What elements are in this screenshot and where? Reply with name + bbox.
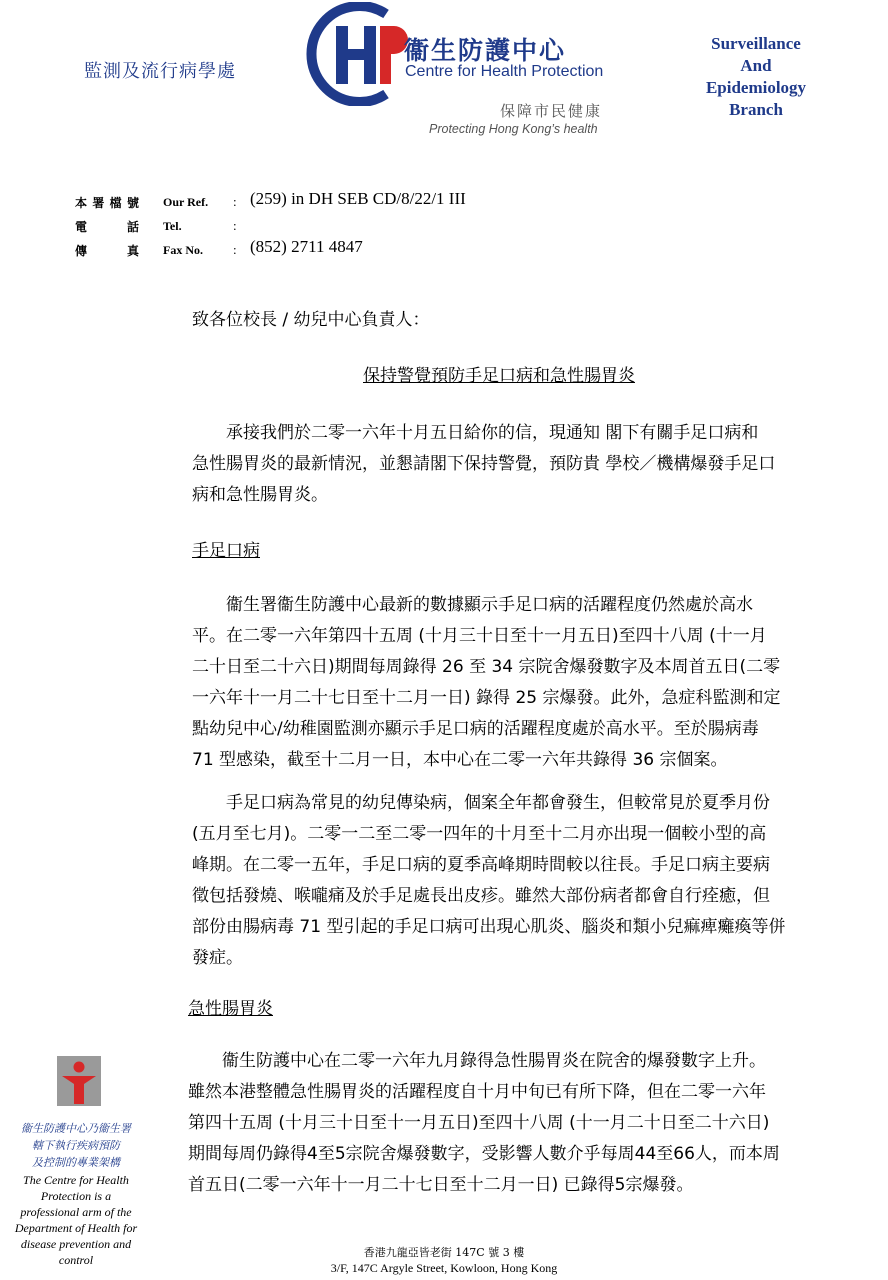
paragraph-line: 點幼兒中心/幼稚園監測亦顯示手足口病的活躍程度處於高水平。至於腸病毒	[192, 719, 759, 739]
tagline-en: Protecting Hong Kong’s health	[429, 122, 598, 136]
ref-value: (259) in DH SEB CD/8/22/1 III	[250, 189, 466, 208]
tel-label-zh: 電 話	[75, 220, 139, 234]
department-emblem	[54, 1054, 104, 1108]
sidebar-note-line: 轄下執行疾病預防	[32, 1139, 120, 1152]
paragraph-line: 病和急性腸胃炎。	[192, 485, 328, 505]
branch-name-en-line: Branch	[729, 100, 783, 119]
sidebar-note-line: 及控制的專業架構	[32, 1156, 120, 1169]
gastroenteritis-paragraph	[188, 1046, 852, 1201]
paragraph-line: 71 型感染，截至十二月一日，本中心在二零一六年共錄得 36 宗個案。	[192, 750, 728, 770]
sidebar-note-line: disease prevention and	[20, 1237, 132, 1251]
chp-logo	[306, 2, 416, 106]
sidebar-note-line: Department of Health for	[14, 1221, 138, 1235]
footer-address-en: 3/F, 147C Argyle Street, Kowloon, Hong Kong	[330, 1261, 558, 1275]
paragraph-line: 雖然本港整體急性腸胃炎的活躍程度自十月中旬已有所下降，但在二零一六年	[188, 1082, 766, 1102]
paragraph-line: 峰期。在二零一五年，手足口病的夏季高峰期時間較以往長。手足口病主要病	[192, 855, 770, 875]
ref-label-zh: 本 署 檔 號	[75, 196, 139, 210]
logo-name-en: Centre for Health Protection	[405, 63, 604, 80]
paragraph-line: 部份由腸病毒 71 型引起的手足口病可出現心肌炎、腦炎和類小兒痲痺癱瘓等併	[192, 917, 786, 937]
fax-colon: :	[233, 242, 237, 257]
fax-label-zh: 傳 真	[75, 244, 139, 258]
intro-paragraph	[192, 418, 852, 511]
sidebar-note-zh	[8, 1120, 144, 1171]
logo-name-zh: 衞生防護中心	[404, 36, 567, 65]
section-heading-gastroenteritis: 急性腸胃炎	[188, 999, 273, 1019]
paragraph-line: 期間每周仍錄得4至5宗院舍爆發數字，受影響人數介乎每周44至66人，而本周	[188, 1144, 780, 1164]
paragraph-line: 承接我們於二零一六年十月五日給你的信，現通知 閣下有關手足口病和	[192, 423, 759, 443]
paragraph-line: 二十日至二十六日)期間每周錄得 26 至 34 宗院舍爆發數字及本周首五日(二零	[192, 657, 781, 677]
salutation: 致各位校長 / 幼兒中心負責人：	[192, 310, 430, 330]
section-heading-hfmd: 手足口病	[192, 541, 260, 561]
fax-value: (852) 2711 4847	[250, 237, 363, 256]
sidebar-note-line: professional arm of the	[20, 1205, 132, 1219]
fax-label-en: Fax No.	[163, 243, 203, 257]
paragraph-line: 發症。	[192, 948, 243, 968]
paragraph-line: 首五日(二零一六年十一月二十七日至十二月一日) 已錄得5宗爆發。	[188, 1175, 694, 1195]
sidebar-note-line: 衞生防護中心乃衞生署	[21, 1122, 131, 1135]
hfmd-paragraph-2	[192, 788, 852, 974]
paragraph-line: 徵包括發燒、喉嚨痛及於手足處長出皮疹。雖然大部份病者都會自行痊癒，但	[192, 886, 770, 906]
sidebar-note-line: Protection is a	[40, 1189, 112, 1203]
emblem-icon	[54, 1054, 104, 1108]
tagline-zh: 保障市民健康	[500, 102, 603, 120]
sidebar-note-line: The Centre for Health	[23, 1173, 129, 1187]
ref-colon: :	[233, 194, 237, 209]
paragraph-line: 手足口病為常見的幼兒傳染病，個案全年都會發生，但較常見於夏季月份	[192, 793, 770, 813]
paragraph-line: 第四十五周 (十月三十日至十一月五日)至四十八周 (十一月二十日至二十六日)	[188, 1113, 770, 1133]
branch-name-en-line: Surveillance	[711, 34, 801, 53]
paragraph-line: 急性腸胃炎的最新情況，並懇請閣下保持警覺，預防貴 學校／機構爆發手足口	[192, 454, 776, 474]
hfmd-paragraph-1	[192, 590, 852, 776]
sidebar-note-line: control	[58, 1253, 94, 1267]
branch-name-en-line: Epidemiology	[705, 78, 807, 97]
tel-colon: :	[233, 218, 237, 233]
paragraph-line: 衞生署衞生防護中心最新的數據顯示手足口病的活躍程度仍然處於高水	[192, 595, 753, 615]
branch-name-en	[690, 33, 822, 121]
paragraph-line: (五月至七月)。二零一二至二零一四年的十月至十二月亦出現一個較小型的高	[192, 824, 767, 844]
branch-name-en-line: And	[740, 56, 772, 75]
branch-name-zh: 監測及流行病學處	[84, 61, 236, 82]
paragraph-line: 平。在二零一六年第四十五周 (十月三十日至十一月五日)至四十八周 (十一月	[192, 626, 767, 646]
paragraph-line: 一六年十一月二十七日至十二月一日) 錄得 25 宗爆發。此外，急症科監測和定	[192, 688, 781, 708]
chp-logo-mark	[306, 2, 416, 106]
ref-label-en: Our Ref.	[163, 195, 209, 209]
letter-title: 保持警覺預防手足口病和急性腸胃炎	[363, 366, 635, 386]
tel-label-en: Tel.	[163, 219, 182, 233]
footer-address-zh: 香港九龍亞皆老街 147C 號 3 樓	[363, 1246, 525, 1259]
paragraph-line: 衞生防護中心在二零一六年九月錄得急性腸胃炎在院舍的爆發數字上升。	[188, 1051, 766, 1071]
